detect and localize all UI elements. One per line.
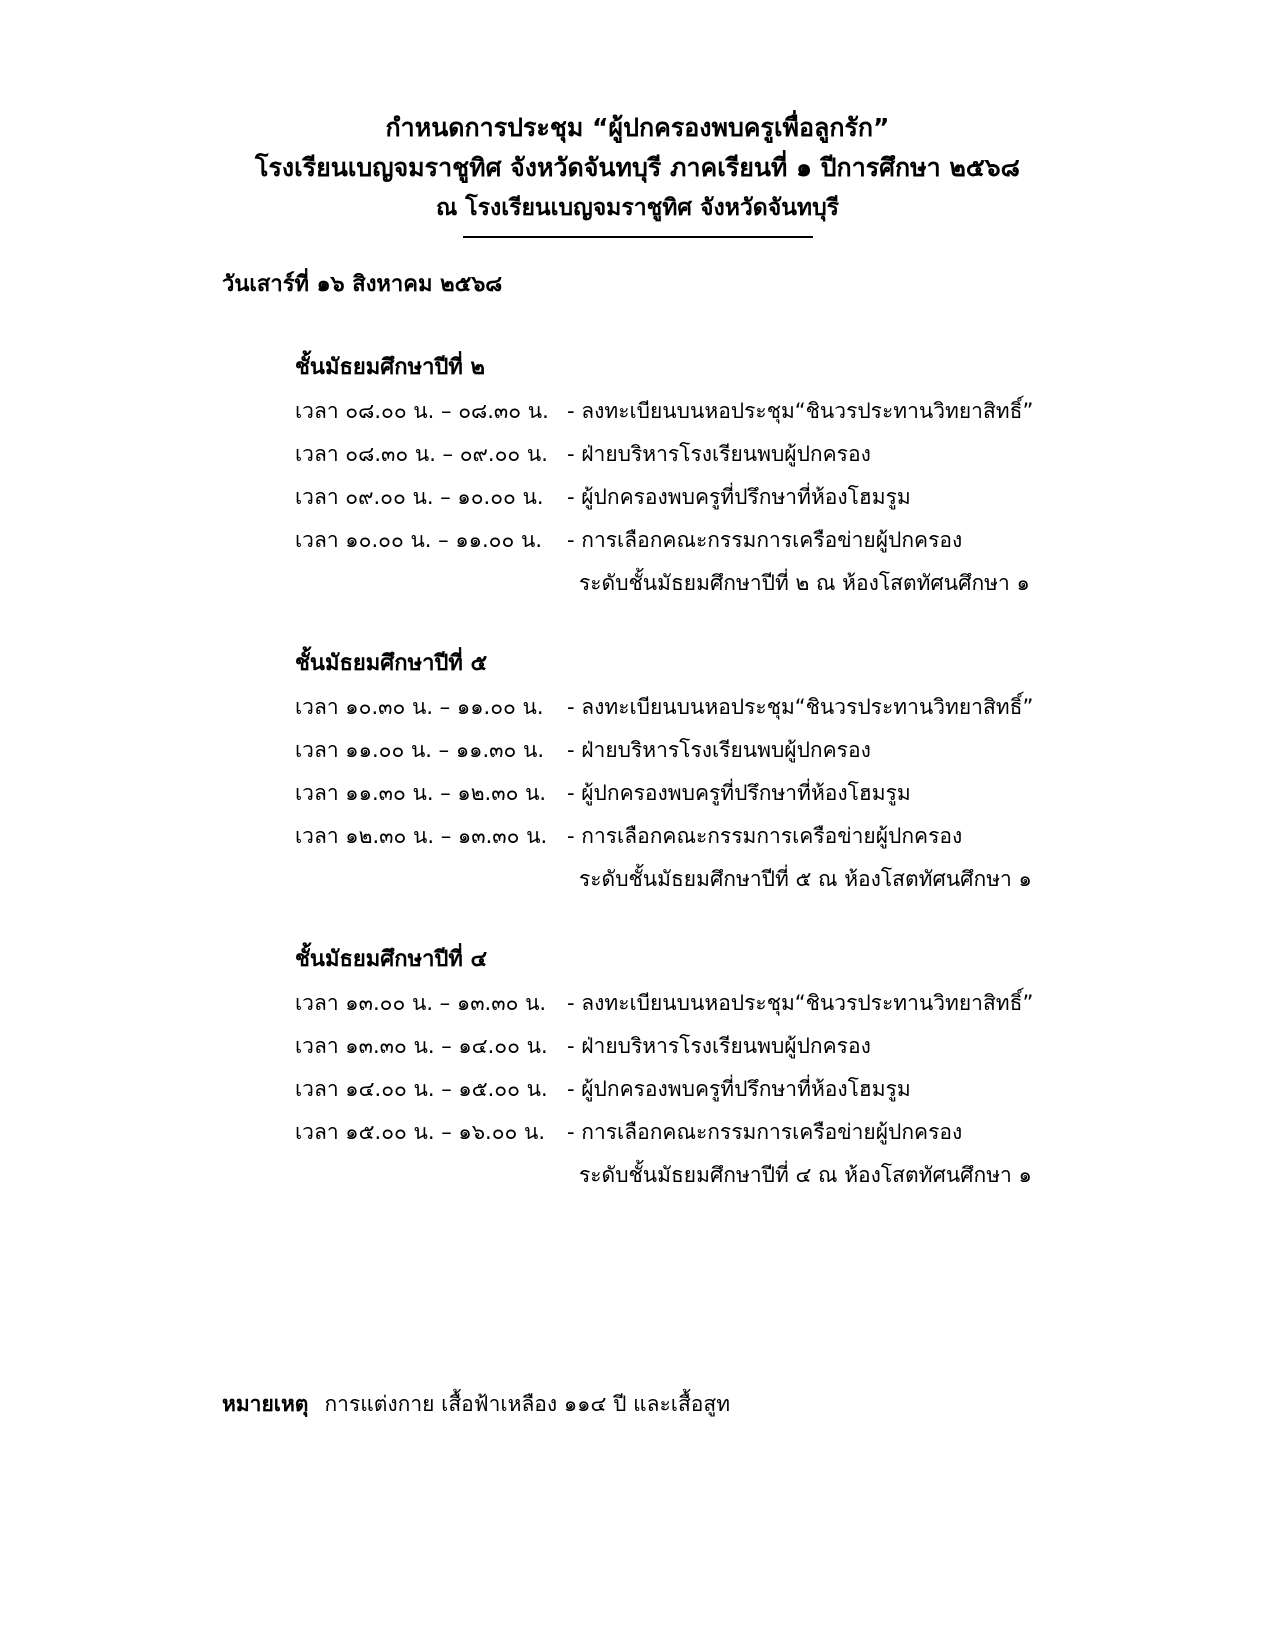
- header-divider: [463, 230, 813, 238]
- row-time: เวลา ๑๓.๓๐ น. – ๑๔.๐๐ น.: [295, 1034, 548, 1058]
- schedule-row: [295, 772, 1055, 815]
- row-time: เวลา ๐๘.๐๐ น. – ๐๘.๓๐ น.: [295, 399, 549, 423]
- row-continuation: ระดับชั้นมัธยมศึกษาปีที่ ๕ ณ ห้องโสตทัศนศึกษา ๑: [579, 867, 1032, 891]
- row-time: เวลา ๑๒.๓๐ น. – ๑๓.๓๐ น.: [295, 824, 548, 848]
- row-time: เวลา ๑๕.๐๐ น. – ๑๖.๐๐ น.: [295, 1120, 546, 1144]
- row-time: เวลา ๐๙.๐๐ น. – ๑๐.๐๐ น.: [295, 485, 544, 509]
- header-title: กำหนดการประชุม “ผู้ปกครองพบครูเพื่อลูกรัก”: [385, 113, 890, 142]
- row-activity: - การเลือกคณะกรรมการเครือข่ายผู้ปกครอง: [567, 528, 963, 552]
- header-school-term: โรงเรียนเบญจมราชูทิศ จังหวัดจันทบุรี ภาคเรียนที่ ๑ ปีการศึกษา ๒๕๖๘: [255, 153, 1020, 182]
- row-time: เวลา ๑๐.๐๐ น. – ๑๑.๐๐ น.: [295, 528, 542, 552]
- schedule-row: [295, 476, 1055, 519]
- row-activity: - การเลือกคณะกรรมการเครือข่ายผู้ปกครอง: [567, 824, 963, 848]
- note: [222, 1388, 730, 1421]
- row-continuation: ระดับชั้นมัธยมศึกษาปีที่ ๒ ณ ห้องโสตทัศนศึกษา ๑: [579, 571, 1030, 595]
- schedule-section: [295, 346, 1055, 605]
- schedule-row: [295, 1068, 1055, 1111]
- row-activity: - ฝ่ายบริหารโรงเรียนพบผู้ปกครอง: [567, 442, 871, 466]
- row-activity: - ลงทะเบียนบนหอประชุม“ชินวรประทานวิทยาสิทธิ์”: [567, 991, 1034, 1015]
- row-activity: - ลงทะเบียนบนหอประชุม“ชินวรประทานวิทยาสิทธิ์”: [567, 695, 1034, 719]
- schedule-row: [295, 390, 1055, 433]
- section-title: ชั้นมัธยมศึกษาปีที่ ๕: [295, 651, 488, 676]
- schedule-row: [295, 686, 1055, 729]
- schedule-row-continuation: [295, 1154, 1055, 1197]
- row-activity: - ผู้ปกครองพบครูที่ปรึกษาที่ห้องโฮมรูม: [567, 1077, 911, 1101]
- row-time: เวลา ๑๔.๐๐ น. – ๑๕.๐๐ น.: [295, 1077, 548, 1101]
- row-time: เวลา ๑๓.๐๐ น. – ๑๓.๓๐ น.: [295, 991, 547, 1015]
- schedule-row: [295, 1111, 1055, 1154]
- meeting-date: วันเสาร์ที่ ๑๖ สิงหาคม ๒๕๖๘: [222, 272, 503, 297]
- row-time: เวลา ๑๑.๐๐ น. – ๑๑.๓๐ น.: [295, 738, 545, 762]
- row-activity: - ลงทะเบียนบนหอประชุม“ชินวรประทานวิทยาสิทธิ์”: [567, 399, 1034, 423]
- schedule-row: [295, 729, 1055, 772]
- row-time: เวลา ๑๑.๓๐ น. – ๑๒.๓๐ น.: [295, 781, 547, 805]
- section-title: ชั้นมัธยมศึกษาปีที่ ๒: [295, 355, 486, 380]
- schedule-row: [295, 1025, 1055, 1068]
- row-time: เวลา ๑๐.๓๐ น. – ๑๑.๐๐ น.: [295, 695, 544, 719]
- schedule-row: [295, 433, 1055, 476]
- row-activity: - ผู้ปกครองพบครูที่ปรึกษาที่ห้องโฮมรูม: [567, 781, 911, 805]
- row-activity: - การเลือกคณะกรรมการเครือข่ายผู้ปกครอง: [567, 1120, 963, 1144]
- schedule-section: [295, 938, 1055, 1197]
- note-text: การแต่งกาย เสื้อฟ้าเหลือง ๑๑๔ ปี และเสื้อสูท: [324, 1392, 731, 1416]
- row-continuation: ระดับชั้นมัธยมศึกษาปีที่ ๔ ณ ห้องโสตทัศนศึกษา ๑: [579, 1163, 1032, 1187]
- document-header: [0, 108, 1275, 238]
- schedule-row: [295, 519, 1055, 562]
- row-activity: - ผู้ปกครองพบครูที่ปรึกษาที่ห้องโฮมรูม: [567, 485, 911, 509]
- section-title: ชั้นมัธยมศึกษาปีที่ ๔: [295, 947, 488, 972]
- row-activity: - ฝ่ายบริหารโรงเรียนพบผู้ปกครอง: [567, 738, 871, 762]
- note-label: หมายเหตุ: [222, 1392, 309, 1416]
- header-venue: ณ โรงเรียนเบญจมราชูทิศ จังหวัดจันทบุรี: [435, 195, 840, 221]
- schedule-row-continuation: [295, 562, 1055, 605]
- schedule-section: [295, 642, 1055, 901]
- row-time: เวลา ๐๘.๓๐ น. – ๐๙.๐๐ น.: [295, 442, 548, 466]
- schedule-row-continuation: [295, 858, 1055, 901]
- schedule-row: [295, 982, 1055, 1025]
- row-activity: - ฝ่ายบริหารโรงเรียนพบผู้ปกครอง: [567, 1034, 871, 1058]
- schedule-row: [295, 815, 1055, 858]
